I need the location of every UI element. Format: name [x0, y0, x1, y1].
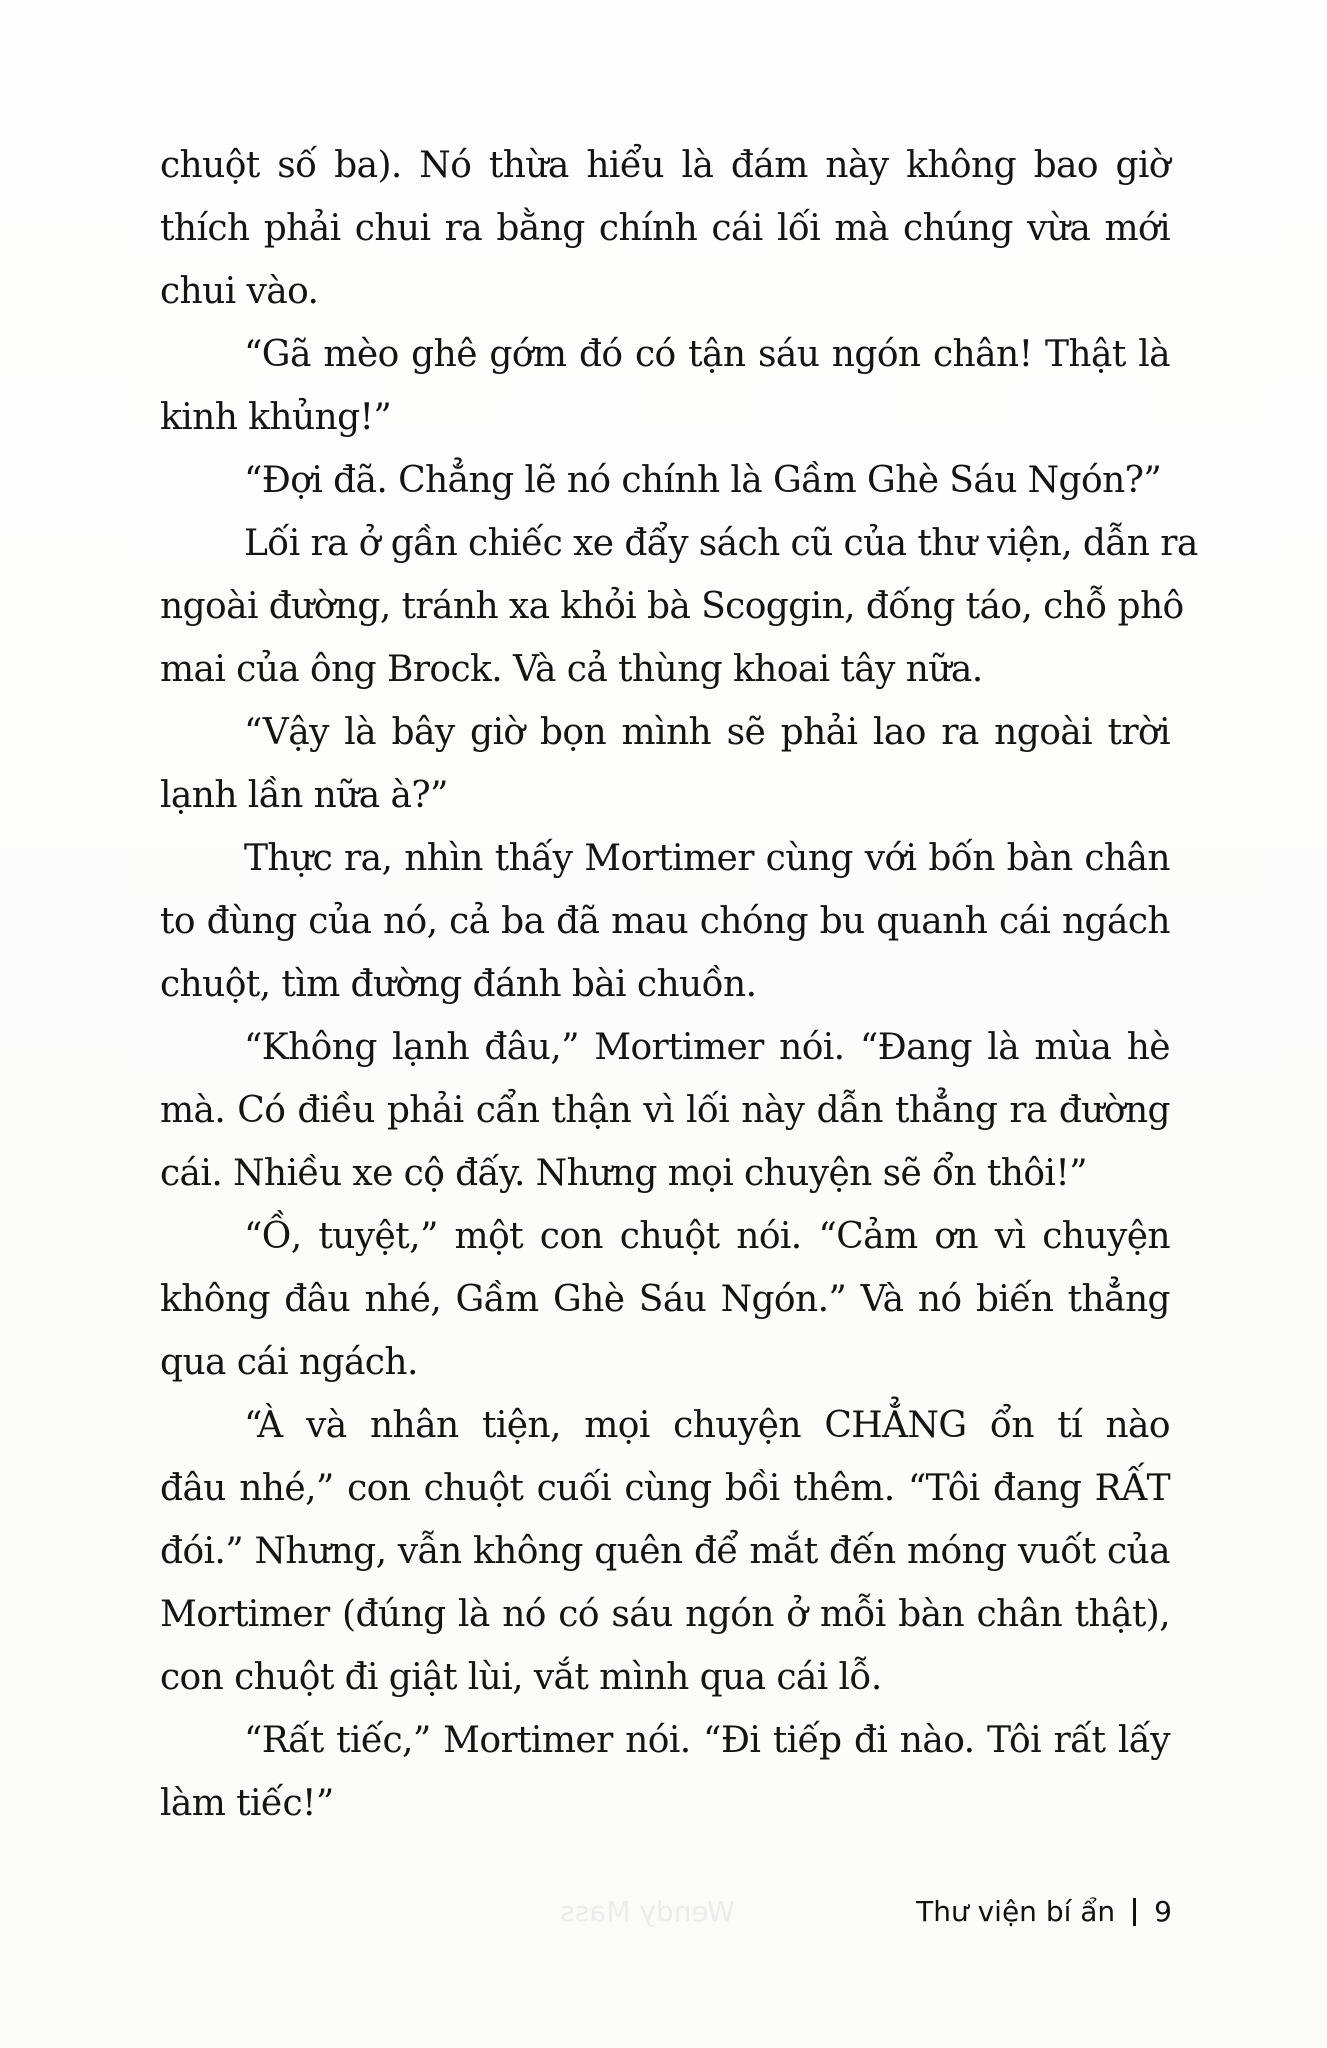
text-line: “Ồ, tuyệt,” một con chuột nói. “Cảm ơn vì chuyện: [244, 1216, 1170, 1257]
show-through-text: Wendy Mass: [560, 1895, 735, 1928]
text-line: “Rất tiếc,” Mortimer nói. “Đi tiếp đi nào. Tôi rất lấy: [244, 1720, 1170, 1761]
text-line: chui vào.: [160, 271, 319, 312]
body-text: [160, 134, 1198, 1835]
text-line: chuột số ba). Nó thừa hiểu là đám này không bao giờ: [160, 145, 1170, 186]
footer-separator: [1133, 1898, 1136, 1926]
text-line: “Đợi đã. Chẳng lẽ nó chính là Gầm Ghè Sáu Ngón?”: [244, 460, 1162, 501]
text-line: “À và nhân tiện, mọi chuyện CHẲNG ổn tí nào: [244, 1405, 1170, 1446]
text-line: mà. Có điều phải cẩn thận vì lối này dẫn thẳng ra đường: [160, 1090, 1170, 1131]
text-line: đói.” Nhưng, vẫn không quên để mắt đến móng vuốt của: [160, 1531, 1170, 1572]
text-line: con chuột đi giật lùi, vắt mình qua cái lỗ.: [160, 1657, 882, 1698]
page-footer: [916, 1895, 1172, 1928]
running-title: Thư viện bí ẩn: [916, 1895, 1116, 1928]
text-line: Mortimer (đúng là nó có sáu ngón ở mỗi bàn chân thật),: [160, 1594, 1170, 1635]
text-line: Lối ra ở gần chiếc xe đẩy sách cũ của thư viện, dẫn ra: [244, 523, 1198, 564]
text-line: thích phải chui ra bằng chính cái lối mà chúng vừa mới: [160, 208, 1170, 249]
text-line: ngoài đường, tránh xa khỏi bà Scoggin, đống táo, chỗ phô: [160, 586, 1184, 627]
text-line: chuột, tìm đường đánh bài chuồn.: [160, 964, 757, 1005]
text-line: đâu nhé,” con chuột cuối cùng bồi thêm. “Tôi đang RẤT: [160, 1468, 1170, 1509]
text-line: “Vậy là bây giờ bọn mình sẽ phải lao ra ngoài trời: [244, 712, 1170, 753]
text-line: qua cái ngách.: [160, 1342, 418, 1383]
page-number: 9: [1154, 1895, 1172, 1928]
text-line: mai của ông Brock. Và cả thùng khoai tây nữa.: [160, 649, 983, 690]
text-line: Thực ra, nhìn thấy Mortimer cùng với bốn bàn chân: [244, 838, 1170, 879]
text-line: to đùng của nó, cả ba đã mau chóng bu quanh cái ngách: [160, 901, 1170, 942]
text-line: cái. Nhiều xe cộ đấy. Nhưng mọi chuyện sẽ ổn thôi!”: [160, 1153, 1087, 1194]
text-line: kinh khủng!”: [160, 397, 392, 438]
text-line: “Không lạnh đâu,” Mortimer nói. “Đang là mùa hè: [244, 1027, 1170, 1068]
text-line: lạnh lần nữa à?”: [160, 775, 448, 816]
text-line: “Gã mèo ghê gớm đó có tận sáu ngón chân! Thật là: [244, 334, 1170, 375]
text-line: làm tiếc!”: [160, 1783, 334, 1824]
text-line: không đâu nhé, Gầm Ghè Sáu Ngón.” Và nó biến thẳng: [160, 1279, 1170, 1320]
